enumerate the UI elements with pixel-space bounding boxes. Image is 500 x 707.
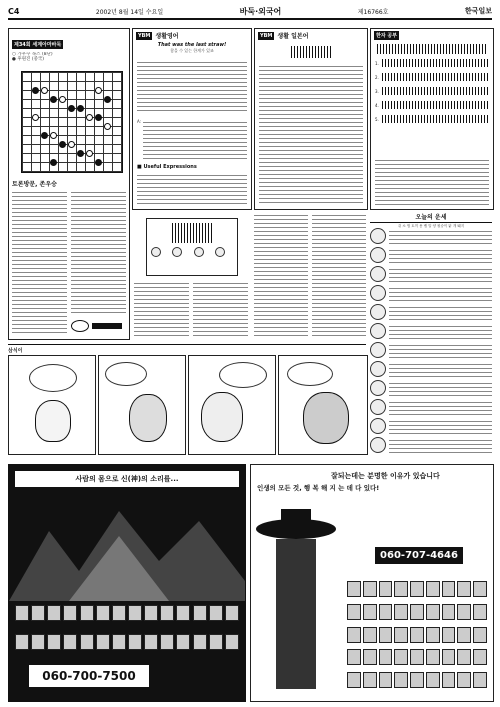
zodiac-animal-icon [370, 361, 386, 377]
page-date: 2002년 8월 14일 수요일 [95, 8, 164, 16]
kia-logo [71, 319, 126, 333]
zodiac-animal-icon [370, 228, 386, 244]
zodiac-row [370, 399, 492, 416]
zodiac-animal-icon [370, 266, 386, 282]
baduk-title-bar [9, 29, 129, 52]
zodiac-animal-icon [370, 304, 386, 320]
zodiac-animal-icon [370, 418, 386, 434]
cartoon-strip [8, 344, 366, 457]
ad-left-headline: 사람의 몸으로 신(神)의 소리를... [15, 471, 239, 487]
hanja-section [370, 28, 494, 210]
zodiac-row [370, 228, 492, 245]
ad-right-phone-box [351, 535, 487, 575]
ad-left-phone: 060-700-7500 [29, 665, 149, 687]
english-headline: That was the last straw! [157, 42, 227, 48]
japanese-column-text-3 [312, 212, 366, 338]
zodiac-animal-icon [370, 323, 386, 339]
hanja-item: 5. [375, 115, 489, 123]
speech-bubble [287, 362, 333, 386]
baduk-title: 제34회 세계아마바둑 [14, 42, 62, 48]
speech-bubble [29, 364, 77, 392]
speech-bubble [219, 362, 267, 388]
go-board [21, 71, 123, 173]
japanese-brand-logo: YBM [260, 32, 273, 39]
horoscope-section [370, 212, 492, 462]
zodiac-row [370, 437, 492, 454]
cartoon-title: 삼식이 [8, 348, 23, 354]
english-title: 생활영어 [155, 33, 179, 40]
fortune-teller-photos [347, 581, 487, 693]
character-face [201, 392, 243, 442]
english-body-text [137, 59, 247, 114]
hanja-item: 1. [375, 59, 489, 67]
page-number: C4 [8, 6, 20, 16]
zodiac-row [370, 285, 492, 302]
english-subheadline: 참을 수 있는 한계가 있죠 [170, 48, 214, 53]
hanja-title: 한자 공부 [376, 33, 398, 39]
hanja-item: 4. [375, 101, 489, 109]
hanja-item: 2. [375, 73, 489, 81]
hat-figure-graphic [251, 499, 341, 699]
ad-right-headline: 잘되는데는 분명한 이유가 있습니다 [331, 472, 440, 480]
cartoon-panel-3 [188, 355, 276, 455]
character-face [35, 400, 71, 442]
speech-bubble [105, 362, 147, 386]
hanja-item: 3. [375, 87, 489, 95]
zodiac-row [370, 266, 492, 283]
cartoon-panel-2 [98, 355, 186, 455]
cartoon-panel-1 [8, 355, 96, 455]
zodiac-animal-icon [370, 437, 386, 453]
baduk-commentary-text [12, 189, 67, 334]
word-puzzle-section [132, 212, 250, 338]
zodiac-row [370, 323, 492, 340]
zodiac-row [370, 361, 492, 378]
zodiac-row [370, 247, 492, 264]
paper-name: 한국일보 [464, 7, 492, 15]
english-brand-logo: YBM [138, 32, 151, 39]
baduk-commentary-title: 토론방문, 존우승 [12, 181, 57, 188]
ad-right-subheadline: 인생의 모든 것, 행 복 해 지 는 데 다 있다! [257, 484, 380, 492]
advertisement-left [8, 464, 246, 702]
zodiac-animal-icon [370, 342, 386, 358]
zodiac-row [370, 418, 492, 435]
puzzle-text-right [193, 280, 248, 336]
zodiac-animal-icon [370, 380, 386, 396]
baduk-section [8, 28, 130, 340]
character-face [303, 392, 349, 444]
zodiac-row [370, 380, 492, 397]
puzzle-box [146, 218, 238, 276]
english-expressions-text [137, 172, 247, 204]
fortune-teller-photos [15, 605, 239, 661]
horoscope-subtitle: 쥐 소 범 토끼 용 뱀 말 양 원숭이 닭 개 돼지 [397, 224, 465, 228]
zodiac-row [370, 304, 492, 321]
page-header [8, 4, 492, 20]
horoscope-title: 오늘의 운세 [370, 212, 492, 223]
ad-right-phone: 060-707-4646 [375, 547, 463, 564]
zodiac-row [370, 342, 492, 359]
zodiac-animal-icon [370, 285, 386, 301]
mountain-graphic [9, 491, 245, 601]
japanese-section [254, 28, 368, 210]
character-face [129, 394, 167, 442]
zodiac-animal-icon [370, 399, 386, 415]
japanese-title: 생활 일본어 [277, 33, 309, 40]
english-expressions-title: ■ Useful Expressions [137, 164, 197, 170]
dialogue-speaker-a: A: [137, 119, 142, 124]
section-title: 바둑·외국어 [239, 6, 282, 16]
puzzle-text-left [134, 280, 189, 336]
baduk-black-player: ● 후원진 (중국) [12, 57, 45, 62]
baduk-white-player: ○ 가우쿠 녹스 (8단) [12, 52, 53, 57]
japanese-body-text [259, 63, 363, 203]
english-section [132, 28, 252, 210]
advertisement-right [250, 464, 494, 702]
edition-no: 제16766호 [357, 8, 389, 16]
japanese-column-text-2 [254, 212, 308, 338]
zodiac-animal-icon [370, 247, 386, 263]
cartoon-panel-4 [278, 355, 368, 455]
